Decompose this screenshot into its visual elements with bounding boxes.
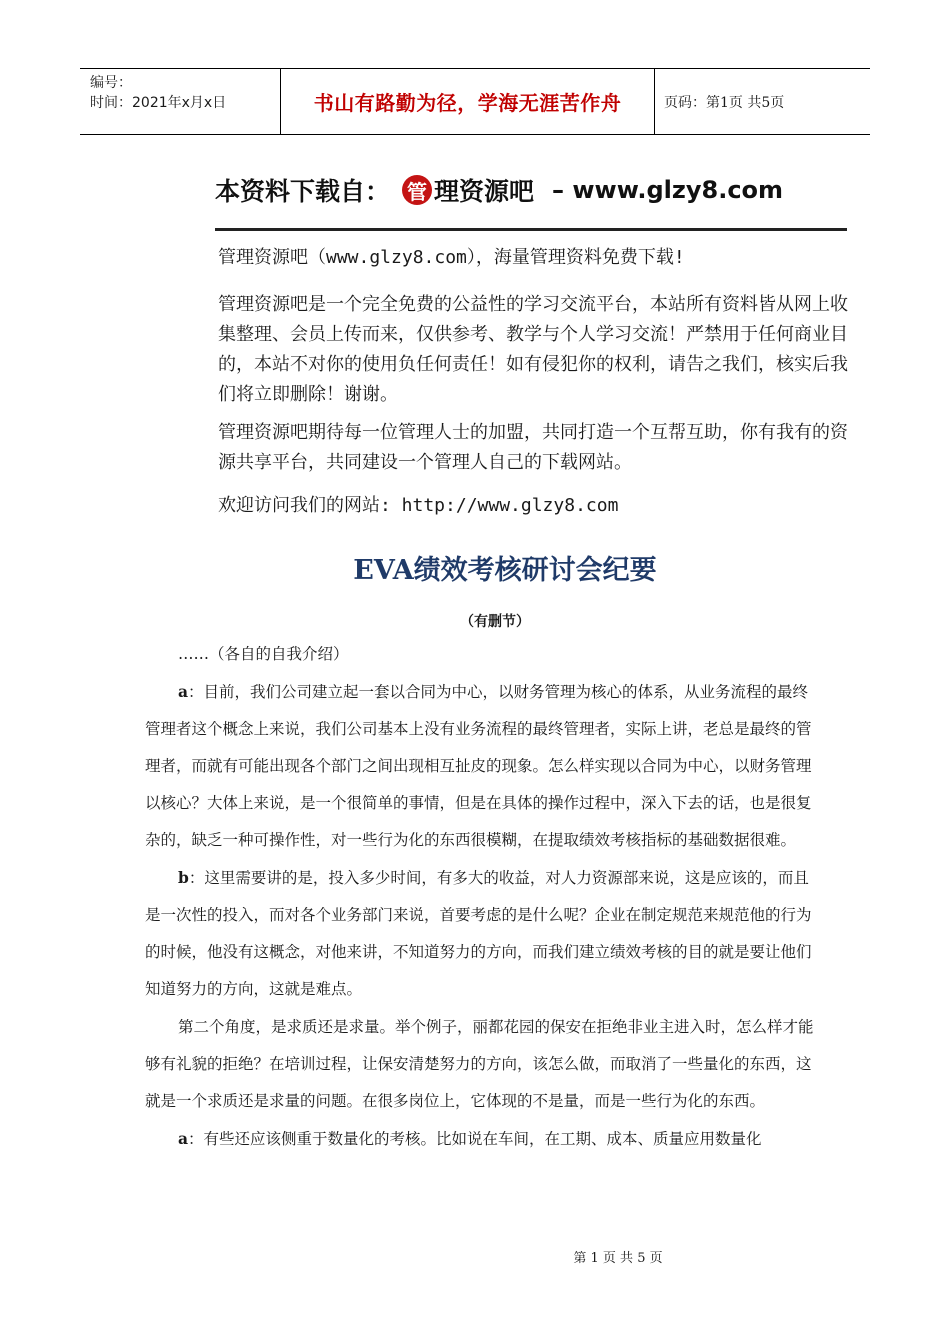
body-paragraph	[145, 1008, 817, 1120]
body-paragraph	[145, 1120, 817, 1158]
paragraph-text: 第二个角度，是求质还是求量。举个例子，丽都花园的保安在拒绝非业主进入时，怎么样才能够有礼貌的拒绝？在培训过程，让保安清楚努力的方向，该怎么做，而取消了一些量化的东西，这就是一个求质还是求量的问题。在很多岗位上，它体现的不是量，而是一些行为化的东西。	[145, 1018, 814, 1110]
page-code: 页码：第1页 共5页	[664, 94, 785, 111]
download-banner	[215, 162, 847, 231]
notice-para-2	[218, 290, 848, 410]
page-footer: 第 1 页 共 5 页	[573, 1251, 663, 1266]
paragraph-text: ：目前，我们公司建立起一套以合同为中心，以财务管理为核心的体系，从业务流程的最终管理者这个概念上来说，我们公司基本上没有业务流程的最终管理者，实际上讲，老总是最终的管理者，而就有可能出现各个部门之间出现相互扯皮的现象。怎么样实现以合同为中心，以财务管理以核心？大体上来说，是一个很简单的事情，但是在具体的操作过程中，深入下去的话，也是很复杂的，缺乏一种可操作性，对一些行为化的东西很模糊，在提取绩效考核指标的基础数据很难。	[145, 683, 812, 849]
speaker-label: b	[178, 868, 189, 887]
intro-paragraph: ……（各自的自我介绍）	[178, 645, 349, 663]
paragraph-text: ：这里需要讲的是，投入多少时间，有多大的收益，对人力资源部来说，这是应该的，而且是一次性的投入，而对各个业务部门来说，首要考虑的是什么呢？企业在制定规范来规范他的行为的时候，他没有这概念，对他来讲，不知道努力的方向，而我们建立绩效考核的目的就是要让他们知道努力的方向，这就是难点。	[145, 869, 812, 998]
header-page-cell	[655, 69, 870, 134]
notice-line-1-text: 管理资源吧（www.glzy8.com），海量管理资料免费下载!	[218, 247, 685, 268]
speaker-label: a	[178, 682, 189, 701]
document-subtitle: （有删节）	[460, 614, 530, 630]
notice-line-1	[218, 243, 848, 273]
speaker-label: a	[178, 1129, 189, 1148]
notice-para-3-text: 管理资源吧期待每一位管理人士的加盟，共同打造一个互帮互助，你有我有的资源共享平台，共同建设一个管理人自己的下载网站。	[218, 422, 848, 473]
header-info-cell	[80, 69, 281, 134]
body-paragraph	[145, 859, 817, 1008]
date-label: 时间：2021年x月x日	[90, 95, 227, 111]
site-logo-icon: 管	[402, 175, 432, 205]
banner-url: – www.glzy8.com	[552, 176, 784, 204]
document-title: EVA绩效考核研讨会纪要	[353, 555, 657, 586]
notice-visit-text: 欢迎访问我们的网站: http://www.glzy8.com	[218, 495, 619, 516]
header-table	[80, 68, 870, 135]
header-motto-cell	[281, 69, 655, 134]
banner-prefix: 本资料下载自：	[215, 177, 391, 206]
notice-para-2-text: 管理资源吧是一个完全免费的公益性的学习交流平台，本站所有资料皆从网上收集整理、会员上传而来，仅供参考、教学与个人学习交流！严禁用于任何商业目的，本站不对你的使用负任何责任！如有侵犯你的权利，请告之我们，核实后我们将立即删除！谢谢。	[218, 294, 848, 405]
body-paragraph	[145, 673, 817, 859]
banner-site-name: 理资源吧	[434, 177, 535, 206]
notice-para-3	[218, 418, 848, 478]
notice-visit	[218, 491, 848, 521]
document-body	[145, 636, 817, 1158]
number-label: 编号：	[90, 75, 132, 91]
paragraph-text: ：有些还应该侧重于数量化的考核。比如说在车间，在工期、成本、质量应用数量化	[188, 1130, 762, 1148]
motto-text: 书山有路勤为径，学海无涯苦作舟	[313, 91, 622, 115]
